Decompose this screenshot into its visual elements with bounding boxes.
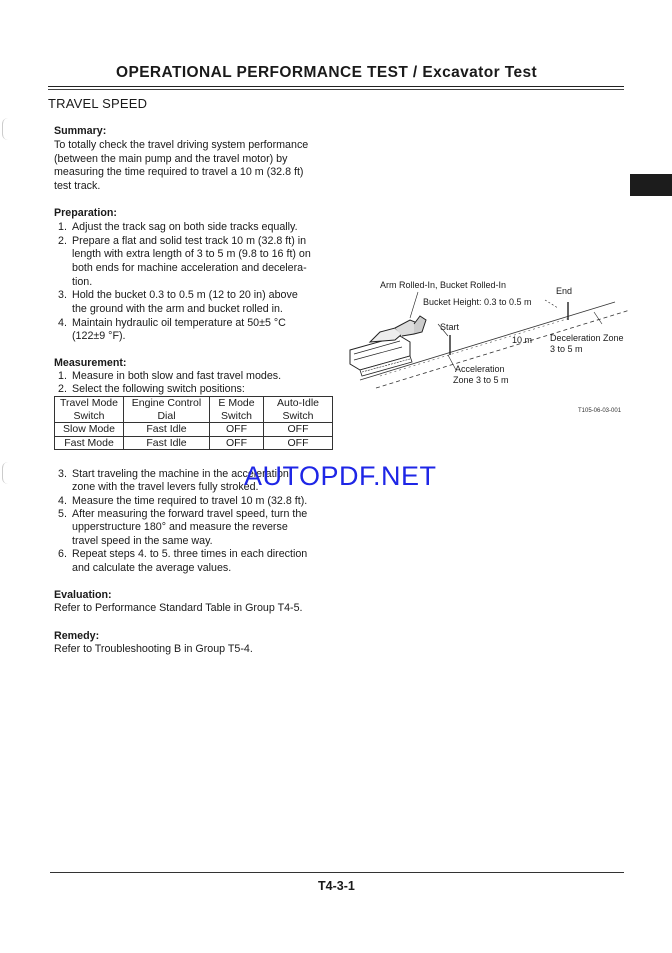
table-cell: Fast Mode — [55, 436, 124, 450]
list-item-line: Repeat steps 4. to 5. three times in each direction — [72, 548, 308, 560]
scan-edge-mark — [2, 118, 9, 140]
list-number: 5. — [58, 508, 67, 520]
leader-line — [410, 292, 418, 318]
table-cell: OFF — [210, 436, 264, 450]
list-item-line: After measuring the forward travel speed, turn the — [72, 508, 308, 520]
summary-heading: Summary: — [54, 125, 107, 137]
diagram-label-arm: Arm Rolled-In, Bucket Rolled-In — [380, 280, 507, 290]
excavator-icon — [350, 316, 426, 376]
travel-speed-diagram — [340, 280, 640, 420]
list-item-line: (122±9 °F). — [72, 330, 126, 342]
summary-line: To totally check the travel driving system performance — [54, 139, 309, 151]
list-number: 2. — [58, 235, 67, 247]
header-rule-secondary — [48, 89, 624, 90]
list-item-line: Maintain hydraulic oil temperature at 50±5 °C — [72, 317, 286, 329]
list-item-line: Measure the time required to travel 10 m (32.8 ft). — [72, 495, 308, 507]
switch-position-table — [54, 396, 333, 450]
list-item-line: upperstructure 180° and measure the reverse — [72, 521, 288, 533]
remedy-heading: Remedy: — [54, 630, 100, 642]
table-header-cell: Auto-Idle Switch — [264, 397, 333, 423]
list-item-line: tion. — [72, 276, 93, 288]
table-cell: OFF — [264, 436, 333, 450]
diagram-label-bucket-height: Bucket Height: 0.3 to 0.5 m — [423, 297, 532, 307]
list-item-line: length with extra length of 3 to 5 m (9.8 to 16 ft) on — [72, 248, 311, 260]
diagram-label-distance: 10 m — [512, 335, 533, 345]
evaluation-heading: Evaluation: — [54, 589, 112, 601]
footer-rule — [50, 872, 624, 873]
leader-line — [545, 300, 558, 308]
diagram-label-decel-zone: Deceleration Zone — [550, 333, 624, 343]
table-row — [55, 423, 333, 437]
page-header-title: OPERATIONAL PERFORMANCE TEST / Excavator Test — [116, 64, 538, 81]
diagram-label-accel-range: Zone 3 to 5 m — [453, 375, 509, 385]
list-number: 3. — [58, 468, 67, 480]
table-cell: Fast Idle — [124, 423, 210, 437]
table-cell: OFF — [210, 423, 264, 437]
section-title: TRAVEL SPEED — [48, 96, 148, 111]
diagram-label-accel-zone: Acceleration — [455, 364, 505, 374]
list-item-line: zone with the travel levers fully stroked. — [72, 481, 259, 493]
diagram-label-start: Start — [440, 322, 460, 332]
figure-code: T105-06-03-001 — [578, 408, 622, 414]
page-number: T4-3-1 — [318, 879, 355, 893]
table-header-cell: E Mode Switch — [210, 397, 264, 423]
table-row — [55, 436, 333, 450]
table-cell: Slow Mode — [55, 423, 124, 437]
list-item-line: and calculate the average values. — [72, 562, 232, 574]
summary-line: measuring the time required to travel a 10 m (32.8 ft) — [54, 166, 304, 178]
list-item-line: Adjust the track sag on both side tracks equally. — [72, 221, 298, 233]
list-item-line: Select the following switch positions: — [72, 383, 245, 395]
table-header-cell: Travel Mode Switch — [55, 397, 124, 423]
watermark-text: AUTOPDF.NET — [244, 461, 437, 491]
list-item-line: the ground with the arm and bucket rolled in. — [72, 303, 283, 315]
summary-line: test track. — [54, 180, 101, 192]
list-item-line: Hold the bucket 0.3 to 0.5 m (12 to 20 in) above — [72, 289, 298, 301]
preparation-heading: Preparation: — [54, 207, 117, 219]
leader-line — [594, 312, 602, 324]
section-index-tab — [630, 174, 672, 196]
list-item-line: Measure in both slow and fast travel modes. — [72, 370, 282, 382]
table-header-row — [55, 397, 333, 423]
diagram-label-decel-range: 3 to 5 m — [550, 344, 583, 354]
list-item-line: Start traveling the machine in the acceleration — [72, 468, 289, 480]
summary-line: (between the main pump and the travel motor) by — [54, 153, 288, 165]
list-item-line: both ends for machine acceleration and decelera- — [72, 262, 307, 274]
list-number: 4. — [58, 317, 67, 329]
evaluation-text: Refer to Performance Standard Table in Group T4-5. — [54, 602, 303, 614]
list-number: 3. — [58, 289, 67, 301]
scan-edge-mark — [2, 462, 9, 484]
list-number: 1. — [58, 370, 67, 382]
diagram-label-end: End — [556, 286, 573, 296]
list-item-line: travel speed in the same way. — [72, 535, 213, 547]
list-number: 4. — [58, 495, 67, 507]
list-number: 6. — [58, 548, 67, 560]
table-cell: OFF — [264, 423, 333, 437]
header-rule — [48, 86, 624, 87]
table-cell: Fast Idle — [124, 436, 210, 450]
list-number: 2. — [58, 383, 67, 395]
list-item-line: Prepare a flat and solid test track 10 m (32.8 ft) in — [72, 235, 307, 247]
measurement-heading: Measurement: — [54, 357, 127, 369]
remedy-text: Refer to Troubleshooting B in Group T5-4. — [54, 643, 253, 655]
list-number: 1. — [58, 221, 67, 233]
table-header-cell: Engine Control Dial — [124, 397, 210, 423]
